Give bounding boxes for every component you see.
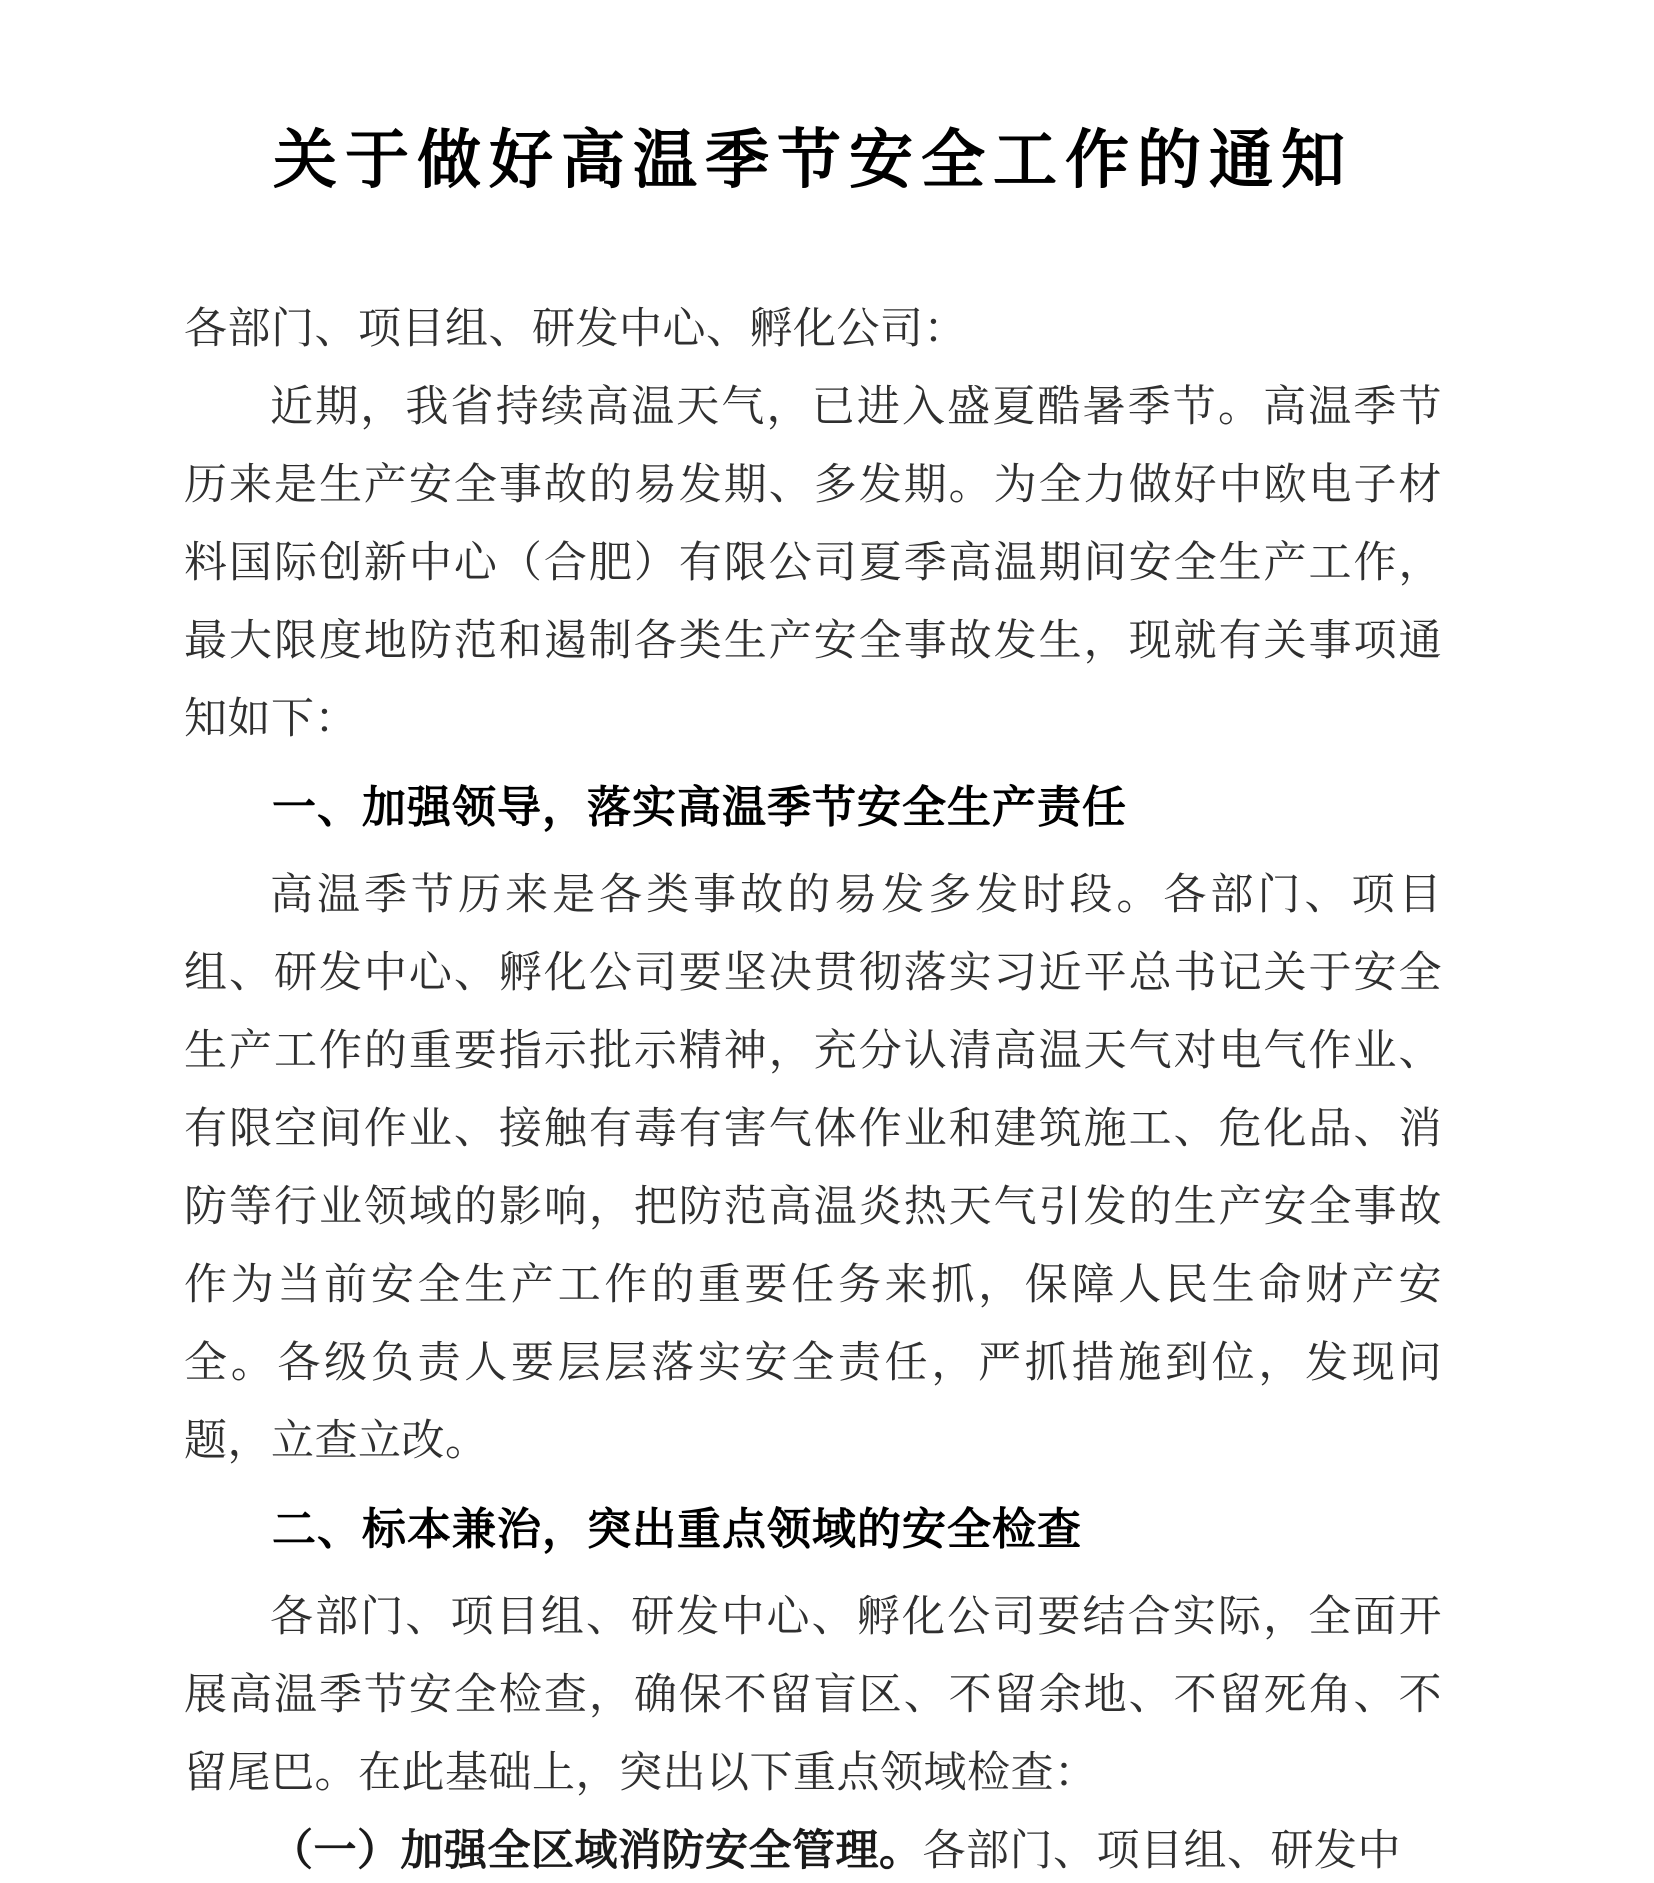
- intro-paragraph: 近期，我省持续高温天气，已进入盛夏酷暑季节。高温季节历来是生产安全事故的易发期、多发期。为全力做好中欧电子材料国际创新中心（合肥）有限公司夏季高温期间安全生产工作，最大限度地防范和遏制各类生产安全事故发生，现就有关事项通知如下：: [184, 384, 1442, 743]
- item-1-paragraph: [184, 1813, 1442, 1883]
- item-1-lead: （一）加强全区域消防安全管理。: [270, 1828, 923, 1875]
- item-1-rest: 各部门、项目组、研发中: [922, 1828, 1401, 1875]
- section-2-paragraph: 各部门、项目组、研发中心、孵化公司要结合实际，全面开展高温季节安全检查，确保不留盲区、不留余地、不留死角、不留尾巴。在此基础上，突出以下重点领域检查：: [184, 1594, 1442, 1797]
- document-title: 关于做好高温季节安全工作的通知: [273, 125, 1353, 196]
- section-2-heading: 二、标本兼治，突出重点领域的安全检查: [272, 1505, 1082, 1554]
- section-1-paragraph: 高温季节历来是各类事故的易发多发时段。各部门、项目组、研发中心、孵化公司要坚决贯彻落实习近平总书记关于安全生产工作的重要指示批示精神，充分认清高温天气对电气作业、有限空间作业、接触有毒有害气体作业和建筑施工、危化品、消防等行业领域的影响，把防范高温炎热天气引发的生产安全事故作为当前安全生产工作的重要任务来抓，保障人民生命财产安全。各级负责人要层层落实安全责任，严抓措施到位，发现问题，立查立改。: [184, 872, 1442, 1465]
- salutation-line: 各部门、项目组、研发中心、孵化公司：: [184, 306, 967, 353]
- section-1-heading: 一、加强领导，落实高温季节安全生产责任: [272, 783, 1127, 832]
